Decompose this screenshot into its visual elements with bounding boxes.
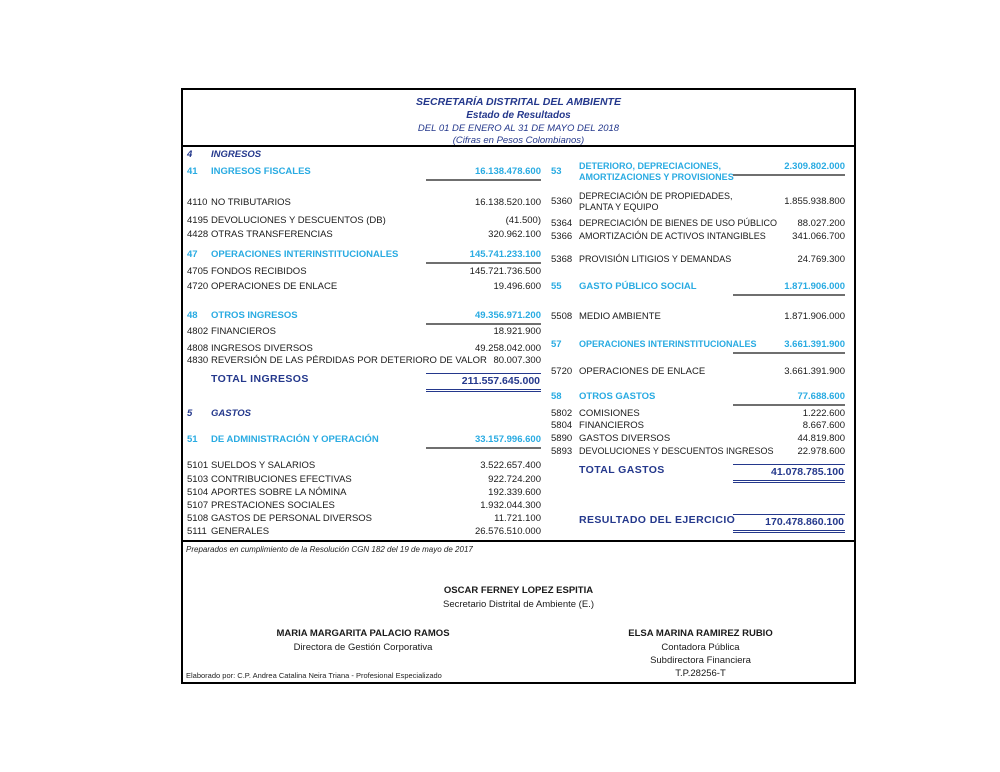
account-value: 44.819.800: [797, 433, 845, 444]
account-code: 48: [187, 310, 198, 321]
total-label: TOTAL GASTOS: [579, 464, 665, 476]
income-statement-document: [181, 88, 856, 684]
table-row: [183, 149, 543, 163]
account-label: OPERACIONES DE ENLACE: [579, 366, 706, 377]
signer-title: Contadora Pública: [661, 642, 740, 653]
table-row: [183, 500, 543, 514]
account-code: 5103: [187, 474, 209, 485]
account-code: 5804: [551, 420, 573, 431]
account-code: 5720: [551, 366, 573, 377]
account-value: 18.921.900: [493, 326, 541, 337]
account-code: 5104: [187, 487, 209, 498]
account-code: 5: [187, 408, 193, 419]
account-label: CONTRIBUCIONES EFECTIVAS: [211, 474, 352, 485]
account-label: REVERSIÓN DE LAS PÉRDIDAS POR DETERIORO DE VALOR: [211, 355, 487, 366]
account-value: (41.500): [505, 215, 541, 226]
account-code: 58: [551, 391, 562, 402]
account-value: 22.978.600: [797, 446, 845, 457]
account-label: OTROS INGRESOS: [211, 310, 298, 321]
table-row: [549, 254, 848, 268]
account-value: 1.871.906.000: [784, 311, 845, 322]
total-row: [549, 464, 848, 478]
account-value: 922.724.200: [488, 474, 541, 485]
account-value: 77.688.600: [733, 391, 845, 406]
signature-block-secretario: [183, 584, 854, 611]
table-row: [183, 281, 543, 295]
account-value: 2.309.802.000: [733, 161, 845, 176]
account-label: PROVISIÓN LITIGIOS Y DEMANDAS: [579, 254, 732, 264]
table-row: [183, 229, 543, 243]
account-code: 5368: [551, 254, 573, 265]
account-code: 4720: [187, 281, 209, 292]
account-label: AMORTIZACIÓN DE ACTIVOS INTANGIBLES: [579, 231, 766, 241]
account-label: INGRESOS FISCALES: [211, 166, 311, 177]
table-row: [549, 311, 848, 325]
result-row: [549, 514, 848, 528]
report-period: DEL 01 DE ENERO AL 31 DE MAYO DEL 2018: [417, 123, 620, 134]
account-code: 4830: [187, 355, 209, 366]
signer-name: MARIA MARGARITA PALACIO RAMOS: [276, 628, 450, 639]
account-value: 26.576.510.000: [474, 526, 541, 537]
account-code: 5890: [551, 433, 573, 444]
table-row: [549, 366, 848, 380]
account-code: 5802: [551, 408, 573, 419]
account-label: COMISIONES: [579, 408, 640, 419]
account-value: 3.661.391.900: [784, 366, 845, 377]
signer-name: OSCAR FERNEY LOPEZ ESPITIA: [443, 585, 594, 596]
footer-divider: [183, 540, 854, 542]
table-row: [183, 266, 543, 280]
report-units: (Cifras en Pesos Colombianos): [452, 135, 585, 146]
account-value: 1.222.600: [802, 408, 845, 419]
account-label: OTRAS TRANSFERENCIAS: [211, 229, 333, 240]
account-value: 1.855.938.800: [784, 196, 845, 207]
account-label: APORTES SOBRE LA NÓMINA: [211, 487, 347, 498]
account-code: 5108: [187, 513, 209, 524]
account-code: 5893: [551, 446, 573, 457]
account-code: 57: [551, 339, 562, 350]
account-code: 53: [551, 166, 562, 177]
account-value: 3.522.657.400: [480, 460, 541, 471]
account-code: 5364: [551, 218, 573, 229]
account-label: GASTOS: [211, 408, 251, 419]
account-label: GASTOS DE PERSONAL DIVERSOS: [211, 513, 373, 524]
account-label: DEVOLUCIONES Y DESCUENTOS (DB): [211, 215, 386, 226]
table-row: [183, 355, 543, 369]
table-row: [549, 446, 848, 460]
account-label: INGRESOS: [211, 149, 262, 160]
signer-title: Secretario Distrital de Ambiente (E.): [442, 599, 594, 610]
account-label: OPERACIONES DE ENLACE: [211, 281, 338, 292]
account-code: 5101: [187, 460, 209, 471]
signer-tp-number: T.P.28256-T: [675, 668, 726, 679]
account-value: 145.721.736.500: [469, 266, 541, 277]
account-label: DEPRECIACIÓN DE BIENES DE USO PÚBLICO: [579, 218, 778, 228]
account-label: OTROS GASTOS: [579, 391, 656, 402]
table-row: [183, 526, 543, 540]
table-row: [549, 281, 848, 295]
account-label: GASTO PÚBLICO SOCIAL: [579, 281, 697, 292]
account-label: GENERALES: [211, 526, 270, 537]
account-label: SUELDOS Y SALARIOS: [211, 460, 316, 471]
signature-block-directora: [238, 627, 488, 654]
table-row: [183, 434, 543, 448]
account-code: 4428: [187, 229, 209, 240]
table-row: [549, 339, 848, 353]
account-label: FINANCIEROS: [579, 420, 644, 431]
total-value: 211.557.645.000: [426, 373, 541, 392]
account-label: OPERACIONES INTERINSTITUCIONALES: [579, 339, 757, 349]
account-code: 4705: [187, 266, 209, 277]
account-code: 5508: [551, 311, 573, 322]
account-value: 88.027.200: [797, 218, 845, 229]
account-value: 3.661.391.900: [733, 339, 845, 354]
table-row: [549, 161, 848, 187]
account-code: 5111: [187, 526, 207, 537]
account-label: OPERACIONES INTERINSTITUCIONALES: [211, 249, 399, 260]
account-code: 4: [187, 149, 193, 160]
account-code: 4802: [187, 326, 209, 337]
account-label: DETERIORO, DEPRECIACIONES, AMORTIZACIONES Y PROVISIONES: [579, 161, 734, 182]
account-code: 4195: [187, 215, 209, 226]
account-value: 1.871.906.000: [733, 281, 845, 296]
account-code: 51: [187, 434, 198, 445]
account-value: 11.721.100: [494, 513, 541, 524]
account-label: DE ADMINISTRACIÓN Y OPERACIÓN: [211, 434, 379, 445]
table-row: [183, 166, 543, 180]
result-value: 170.478.860.100: [733, 514, 845, 533]
account-label: MEDIO AMBIENTE: [579, 311, 661, 322]
account-value: 8.667.600: [802, 420, 845, 431]
account-label: PRESTACIONES SOCIALES: [211, 500, 335, 511]
account-code: 47: [187, 249, 198, 260]
table-row: [183, 326, 543, 340]
table-row: [183, 513, 543, 527]
result-label: RESULTADO DEL EJERCICIO: [579, 514, 736, 526]
report-title: Estado de Resultados: [466, 110, 571, 121]
table-row: [183, 197, 543, 211]
account-label: INGRESOS DIVERSOS: [211, 343, 313, 354]
table-row: [549, 420, 848, 434]
account-label: DEVOLUCIONES Y DESCUENTOS INGRESOS: [579, 446, 774, 456]
table-row: [549, 231, 848, 245]
table-row: [183, 408, 543, 422]
account-value: 1.932.044.300: [480, 500, 541, 511]
account-label: FONDOS RECIBIDOS: [211, 266, 307, 277]
elaborado-por-note: Elaborado por: C.P. Andrea Catalina Neira Triana - Profesional Especializado: [186, 671, 442, 680]
document-header: [183, 90, 854, 147]
account-label: DEPRECIACIÓN DE PROPIEDADES, PLANTA Y EQUIPO: [579, 191, 733, 212]
account-value: 49.258.042.000: [474, 343, 541, 354]
account-code: 4110: [187, 197, 208, 208]
total-value: 41.078.785.100: [733, 464, 845, 483]
table-row: [549, 391, 848, 405]
table-row: [549, 218, 848, 232]
table-row: [183, 310, 543, 324]
account-value: 80.007.300: [493, 355, 541, 366]
account-value: 49.356.971.200: [426, 310, 541, 325]
account-value: 16.138.520.100: [474, 197, 541, 208]
account-code: 4808: [187, 343, 209, 354]
table-row: [549, 433, 848, 447]
account-code: 41: [187, 166, 198, 177]
account-value: 145.741.233.100: [426, 249, 541, 264]
account-label: GASTOS DIVERSOS: [579, 433, 671, 444]
total-row: [183, 373, 543, 387]
account-value: 19.496.600: [493, 281, 541, 292]
signer-title: Directora de Gestión Corporativa: [293, 642, 433, 653]
account-value: 341.066.700: [792, 231, 845, 242]
total-label: TOTAL INGRESOS: [211, 373, 309, 385]
account-code: 5107: [187, 500, 209, 511]
account-value: 320.962.100: [488, 229, 541, 240]
account-value: 33.157.996.600: [426, 434, 541, 449]
account-code: 5366: [551, 231, 573, 242]
account-value: 24.769.300: [797, 254, 845, 265]
table-row: [183, 460, 543, 474]
account-code: 55: [551, 281, 562, 292]
account-code: 5360: [551, 196, 573, 207]
signer-name: ELSA MARINA RAMIREZ RUBIO: [628, 628, 773, 639]
account-label: FINANCIEROS: [211, 326, 276, 337]
table-row: [183, 487, 543, 501]
table-row: [183, 249, 543, 263]
table-row: [549, 191, 848, 215]
signature-block-contadora: [583, 627, 818, 680]
account-label: NO TRIBUTARIOS: [211, 197, 291, 208]
table-row: [183, 215, 543, 229]
signer-title: Subdirectora Financiera: [650, 655, 751, 666]
table-row: [183, 474, 543, 488]
account-value: 192.339.600: [488, 487, 541, 498]
entity-title: SECRETARÍA DISTRITAL DEL AMBIENTE: [416, 96, 621, 108]
account-value: 16.138.478.600: [426, 166, 541, 181]
compliance-note: Preparados en cumplimiento de la Resolución CGN 182 del 19 de mayo de 2017: [186, 545, 473, 554]
